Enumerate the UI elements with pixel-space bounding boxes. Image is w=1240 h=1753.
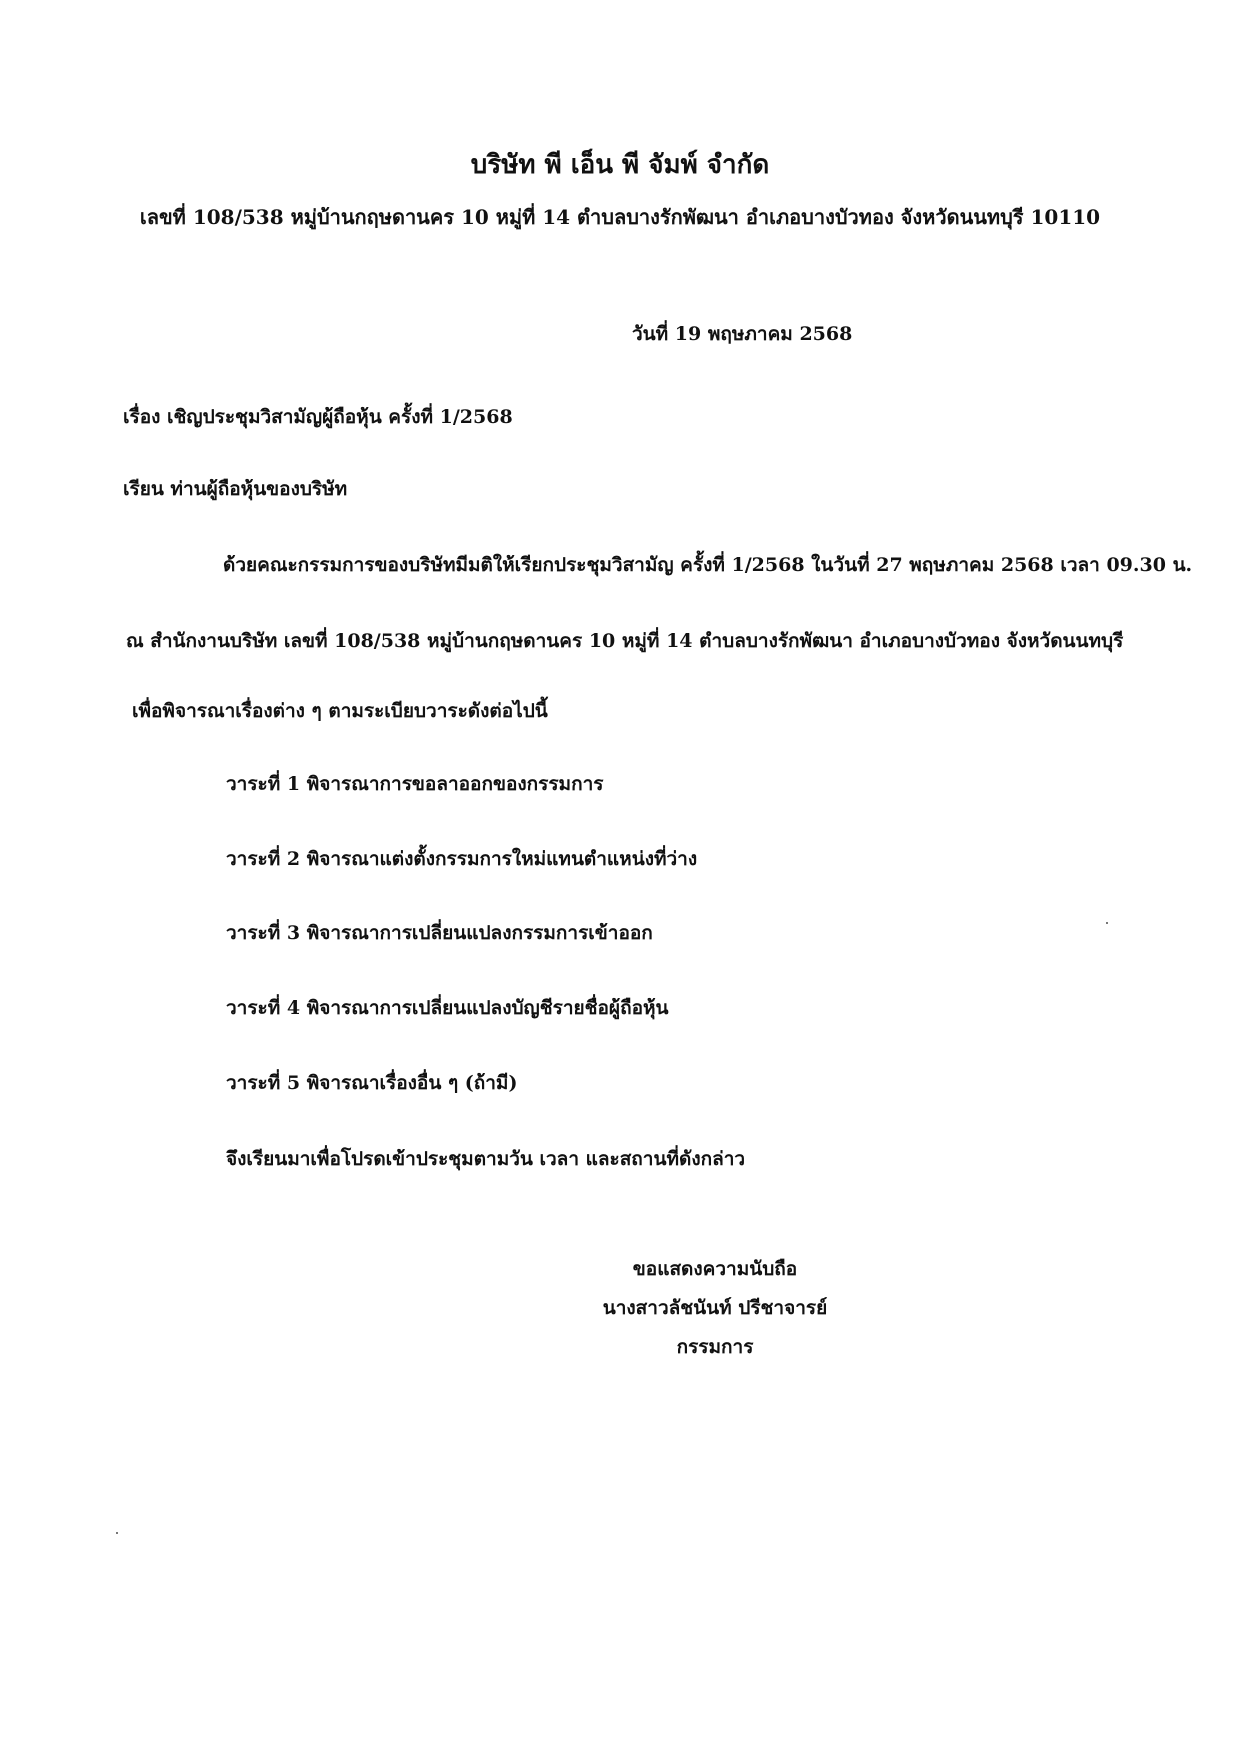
letter-subject: เรื่อง เชิญประชุมวิสามัญผู้ถือหุ้น ครั้งที่ 1/2568 [123,406,513,428]
company-name: บริษัท พี เอ็น พี จัมพ์ จำกัด [470,150,770,180]
closing-statement: จึงเรียนมาเพื่อโปรดเข้าประชุมตามวัน เวลา และสถานที่ดังกล่าว [226,1148,746,1170]
agenda-item-1: วาระที่ 1 พิจารณาการขอลาออกของกรรมการ [226,773,604,795]
scan-speck [1106,922,1108,924]
letter-recipient: เรียน ท่านผู้ถือหุ้นของบริษัท [123,478,348,500]
agenda-item-5: วาระที่ 5 พิจารณาเรื่องอื่น ๆ (ถ้ามี) [226,1072,518,1094]
scan-speck [116,1532,118,1534]
body-paragraph-2: ณ สำนักงานบริษัท เลขที่ 108/538 หมู่บ้านกฤษดานคร 10 หมู่ที่ 14 ตำบลบางรักพัฒนา อำเภอบางบัวทอง จังหวัดนนทบุรี [126,630,1124,652]
agenda-item-2: วาระที่ 2 พิจารณาแต่งตั้งกรรมการใหม่แทนตำแหน่งที่ว่าง [226,848,698,870]
signature-block [560,1258,870,1374]
signer-position: กรรมการ [676,1335,754,1358]
agenda-item-3: วาระที่ 3 พิจารณาการเปลี่ยนแปลงกรรมการเข้าออก [226,922,653,944]
body-paragraph-1: ด้วยคณะกรรมการของบริษัทมีมติให้เรียกประชุมวิสามัญ ครั้งที่ 1/2568 ในวันที่ 27 พฤษภาคม 2568 เวลา 09.30 น. [223,554,1193,576]
company-address: เลขที่ 108/538 หมู่บ้านกฤษดานคร 10 หมู่ที่ 14 ตำบลบางรักพัฒนา อำเภอบางบัวทอง จังหวัดนนทบุรี 10110 [139,205,1101,229]
agenda-item-4: วาระที่ 4 พิจารณาการเปลี่ยนแปลงบัญชีรายชื่อผู้ถือหุ้น [226,997,669,1019]
signer-name: นางสาวลัชนันท์ ปรีชาจารย์ [602,1296,828,1319]
letter-date: วันที่ 19 พฤษภาคม 2568 [632,323,853,345]
regards-text: ขอแสดงความนับถือ [632,1258,798,1280]
body-paragraph-3: เพื่อพิจารณาเรื่องต่าง ๆ ตามระเบียบวาระดังต่อไปนี้ [132,700,548,722]
